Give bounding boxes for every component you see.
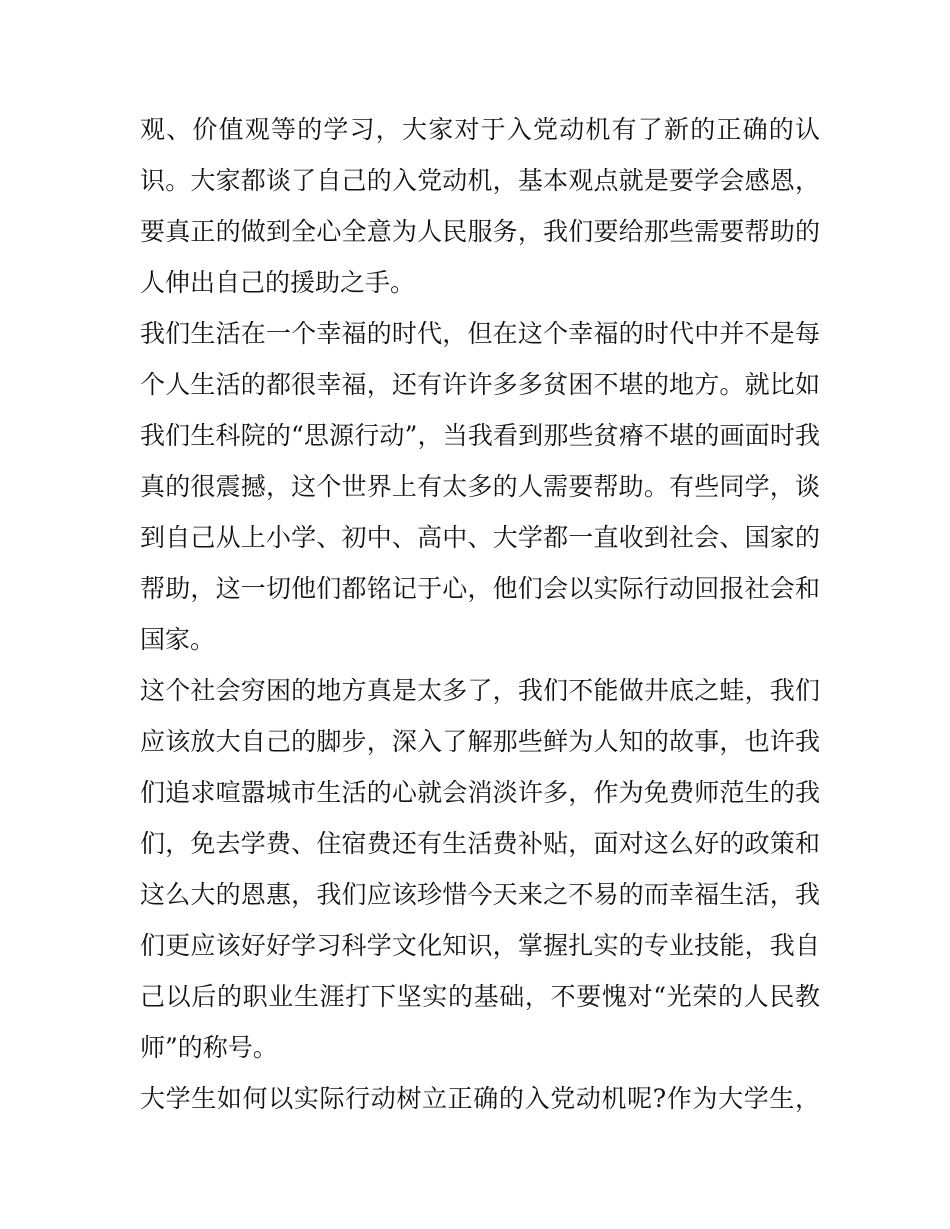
text-line: 们，免去学费、住宿费还有生活费补贴，面对这么好的政策和 <box>140 829 820 858</box>
text-line: 识。大家都谈了自己的入党动机，基本观点就是要学会感恩， <box>140 166 820 195</box>
text-line: 帮助，这一切他们都铭记于心，他们会以实际行动回报社会和 <box>140 574 820 603</box>
text-line: 这么大的恩惠，我们应该珍惜今天来之不易的而幸福生活，我 <box>140 880 820 909</box>
text-line: 应该放大自己的脚步，深入了解那些鲜为人知的故事，也许我 <box>140 727 820 756</box>
text-line: 师”的称号。 <box>140 1033 278 1062</box>
text-line: 人伸出自己的援助之手。 <box>140 268 416 297</box>
text-line: 己以后的职业生涯打下坚实的基础，不要愧对“光荣的人民教 <box>140 982 820 1011</box>
text-line: 们更应该好好学习科学文化知识，掌握扎实的专业技能，我自 <box>140 931 820 960</box>
text-line: 国家。 <box>140 625 216 654</box>
document-body <box>140 104 820 1124</box>
text-line: 到自己从上小学、初中、高中、大学都一直收到社会、国家的 <box>140 523 820 552</box>
paragraph-3 <box>140 665 820 1073</box>
paragraph-1 <box>140 104 820 308</box>
text-line: 们追求喧嚣城市生活的心就会消淡许多，作为免费师范生的我 <box>140 778 820 807</box>
paragraph-2 <box>140 308 820 665</box>
text-line: 要真正的做到全心全意为人民服务，我们要给那些需要帮助的 <box>140 217 820 246</box>
text-line: 真的很震撼，这个世界上有太多的人需要帮助。有些同学，谈 <box>140 472 820 501</box>
text-line: 个人生活的都很幸福，还有许许多多贫困不堪的地方。就比如 <box>140 370 820 399</box>
text-line: 这个社会穷困的地方真是太多了，我们不能做井底之蛙，我们 <box>140 676 820 705</box>
text-line: 我们生科院的“思源行动”，当我看到那些贫瘠不堪的画面时我 <box>140 421 820 450</box>
paragraph-4 <box>140 1073 820 1124</box>
text-line: 我们生活在一个幸福的时代，但在这个幸福的时代中并不是每 <box>140 319 820 348</box>
text-line: 观、价值观等的学习，大家对于入党动机有了新的正确的认 <box>140 115 820 144</box>
text-line: 大学生如何以实际行动树立正确的入党动机呢?作为大学生， <box>140 1084 820 1113</box>
